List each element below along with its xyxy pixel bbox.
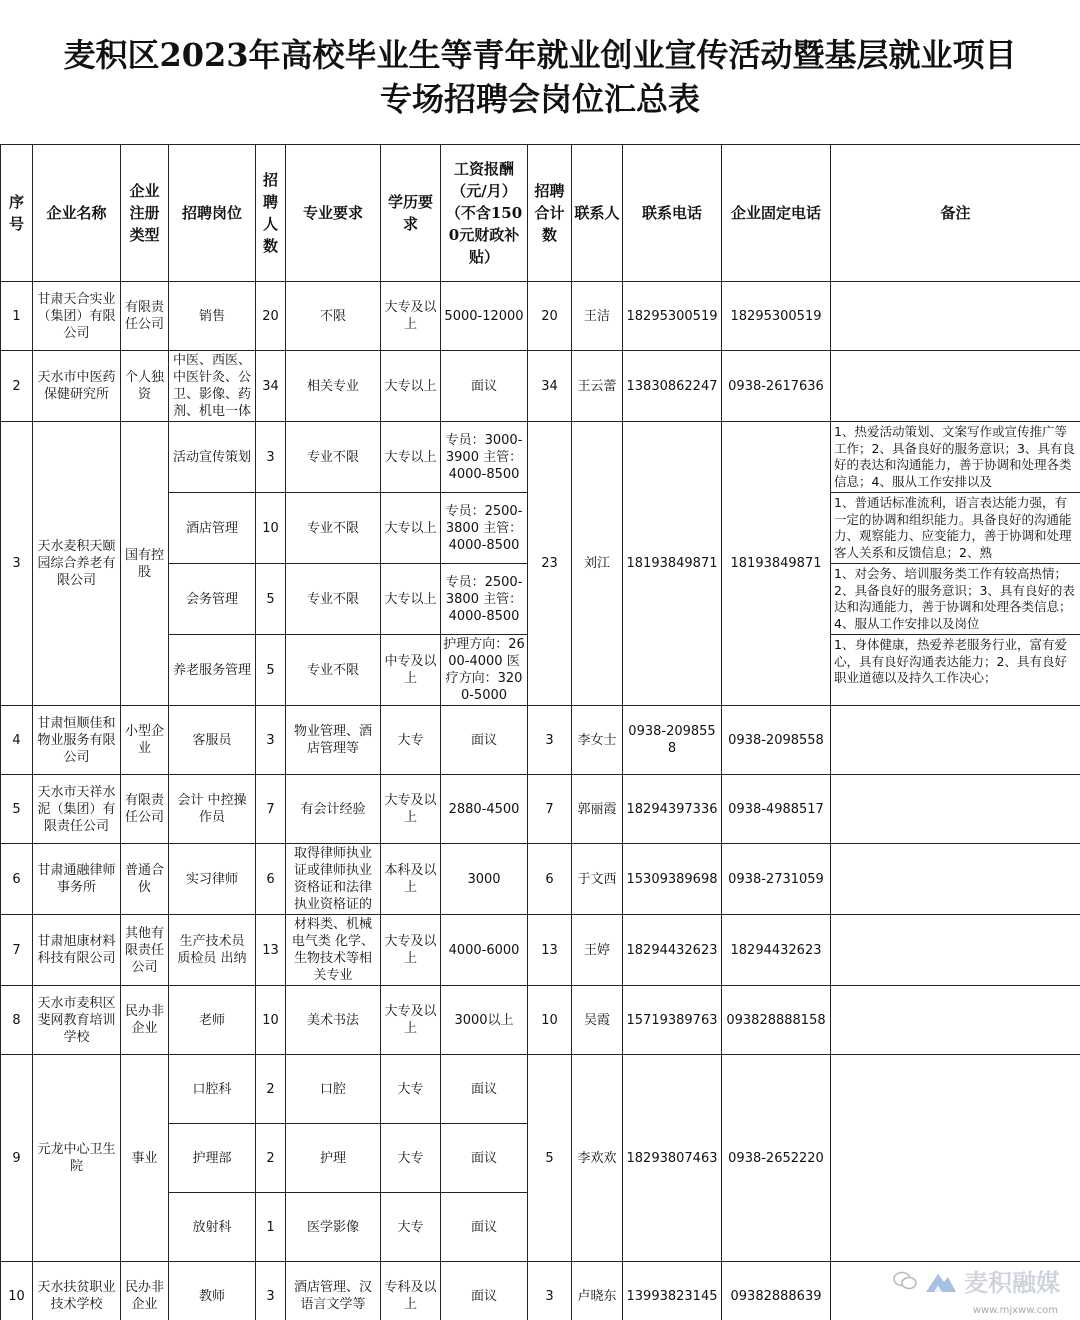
cell-education: 大专及以上 xyxy=(381,775,441,844)
cell-total: 7 xyxy=(528,775,572,844)
table-row xyxy=(1,422,1080,493)
cell-reg-type: 民办非企业 xyxy=(121,986,169,1055)
cell-position: 会务管理 xyxy=(169,564,256,635)
cell-major: 物业管理、酒店管理等 xyxy=(286,706,381,775)
cell-phone: 18294397336 xyxy=(623,775,722,844)
cell-position: 销售 xyxy=(169,282,256,351)
cell-count: 3 xyxy=(256,1262,286,1320)
cell-reg-type: 有限责任公司 xyxy=(121,775,169,844)
cell-company: 甘肃恒顺佳和物业服务有限公司 xyxy=(33,706,121,775)
header-remark: 备注 xyxy=(831,145,1080,282)
cell-count: 2 xyxy=(256,1124,286,1193)
cell-reg-type: 有限责任公司 xyxy=(121,282,169,351)
recruitment-table xyxy=(0,144,1080,1320)
cell-fixed-phone: 09382888639 xyxy=(722,1262,831,1320)
cell-education: 大专及以上 xyxy=(381,915,441,986)
cell-position: 客服员 xyxy=(169,706,256,775)
cell-education: 中专及以上 xyxy=(381,635,441,706)
cell-education: 专科及以上 xyxy=(381,1262,441,1320)
title-line-2: 专场招聘会岗位汇总表 xyxy=(379,80,700,118)
cell-contact: 王洁 xyxy=(572,282,623,351)
cell-phone: 15719389763 xyxy=(623,986,722,1055)
cell-phone: 13993823145 xyxy=(623,1262,722,1320)
cell-company: 天水市天祥水泥（集团）有限责任公司 xyxy=(33,775,121,844)
cell-fixed-phone: 093828888158 xyxy=(722,986,831,1055)
header-seq: 序号 xyxy=(1,145,33,282)
cell-major: 医学影像 xyxy=(286,1193,381,1262)
cell-total: 6 xyxy=(528,844,572,915)
cell-salary: 面议 xyxy=(441,706,528,775)
cell-count: 5 xyxy=(256,635,286,706)
cell-position: 养老服务管理 xyxy=(169,635,256,706)
header-salary: 工资报酬（元/月）（不含1500元财政补贴） xyxy=(441,145,528,282)
cell-remark: 1、普通话标准流利，语言表达能力强，有一定的协调和组织能力。具备良好的沟通能力、观察能力、应变能力，善于协调和处理客人关系和反馈信息；2、熟 xyxy=(831,493,1080,564)
cell-salary: 面议 xyxy=(441,1193,528,1262)
cell-salary: 专员：3000-3900 主管：4000-8500 xyxy=(441,422,528,493)
cell-seq: 2 xyxy=(1,351,33,422)
header-row xyxy=(1,145,1080,282)
header-fixed-phone: 企业固定电话 xyxy=(722,145,831,282)
cell-fixed-phone: 0938-2731059 xyxy=(722,844,831,915)
cell-phone: 18294432623 xyxy=(623,915,722,986)
cell-total: 13 xyxy=(528,915,572,986)
cell-major: 有会计经验 xyxy=(286,775,381,844)
cell-education: 大专及以上 xyxy=(381,986,441,1055)
cell-salary: 专员：2500-3800 主管：4000-8500 xyxy=(441,493,528,564)
cell-phone: 0938-2098558 xyxy=(623,706,722,775)
cell-education: 本科及以上 xyxy=(381,844,441,915)
watermark-brand: 麦积融媒 xyxy=(964,1269,1060,1297)
cell-remark xyxy=(831,775,1080,844)
watermark xyxy=(892,1263,1060,1298)
cell-major: 专业不限 xyxy=(286,493,381,564)
cell-contact: 刘江 xyxy=(572,422,623,706)
table-row xyxy=(1,282,1080,351)
cell-company: 甘肃天合实业（集团）有限公司 xyxy=(33,282,121,351)
table-row xyxy=(1,844,1080,915)
cell-reg-type: 小型企业 xyxy=(121,706,169,775)
cell-major: 专业不限 xyxy=(286,635,381,706)
cell-company: 天水市中医药保健研究所 xyxy=(33,351,121,422)
cell-phone: 13830862247 xyxy=(623,351,722,422)
cell-seq: 10 xyxy=(1,1262,33,1320)
cell-seq: 9 xyxy=(1,1055,33,1262)
cell-count: 10 xyxy=(256,493,286,564)
cell-salary: 3000 xyxy=(441,844,528,915)
cell-education: 大专 xyxy=(381,706,441,775)
cell-phone: 18193849871 xyxy=(623,422,722,706)
cell-education: 大专 xyxy=(381,1193,441,1262)
cell-seq: 5 xyxy=(1,775,33,844)
wechat-icon xyxy=(892,1268,918,1294)
cell-education: 大专 xyxy=(381,1055,441,1124)
cell-remark xyxy=(831,351,1080,422)
cell-salary: 面议 xyxy=(441,1262,528,1320)
cell-seq: 7 xyxy=(1,915,33,986)
table-row xyxy=(1,915,1080,986)
cell-position: 教师 xyxy=(169,1262,256,1320)
watermark-url: www.mjxww.com xyxy=(972,1305,1058,1316)
cell-seq: 1 xyxy=(1,282,33,351)
header-phone: 联系电话 xyxy=(623,145,722,282)
cell-remark xyxy=(831,1055,1080,1262)
cell-count: 34 xyxy=(256,351,286,422)
cell-salary: 2880-4500 xyxy=(441,775,528,844)
cell-total: 5 xyxy=(528,1055,572,1262)
cell-major: 酒店管理、汉语言文学等 xyxy=(286,1262,381,1320)
cell-major: 不限 xyxy=(286,282,381,351)
cell-major: 取得律师执业证或律师执业资格证和法律执业资格证的 xyxy=(286,844,381,915)
cell-reg-type: 其他有限责任公司 xyxy=(121,915,169,986)
cell-remark xyxy=(831,986,1080,1055)
cell-seq: 6 xyxy=(1,844,33,915)
title-line-1: 麦积区2023年高校毕业生等青年就业创业宣传活动暨基层就业项目 xyxy=(63,36,1017,74)
cell-contact: 李女士 xyxy=(572,706,623,775)
cell-major: 专业不限 xyxy=(286,422,381,493)
cell-company: 甘肃通融律师事务所 xyxy=(33,844,121,915)
cell-count: 2 xyxy=(256,1055,286,1124)
cell-contact: 卢晓东 xyxy=(572,1262,623,1320)
cell-position: 放射科 xyxy=(169,1193,256,1262)
cell-remark: 1、身体健康，热爱养老服务行业，富有爱心，具有良好沟通表达能力；2、具有良好职业道德以及持久工作决心； xyxy=(831,635,1080,706)
cell-total: 3 xyxy=(528,706,572,775)
cell-fixed-phone: 0938-4988517 xyxy=(722,775,831,844)
cell-position: 老师 xyxy=(169,986,256,1055)
cell-education: 大专 xyxy=(381,1124,441,1193)
cell-salary: 5000-12000 xyxy=(441,282,528,351)
cell-position: 生产技术员 质检员 出纳 xyxy=(169,915,256,986)
cell-total: 10 xyxy=(528,986,572,1055)
cell-reg-type: 国有控股 xyxy=(121,422,169,706)
cell-salary: 面议 xyxy=(441,351,528,422)
cell-fixed-phone: 18193849871 xyxy=(722,422,831,706)
table-row xyxy=(1,1055,1080,1124)
cell-company: 天水麦积天颐园综合养老有限公司 xyxy=(33,422,121,706)
cell-fixed-phone: 0938-2098558 xyxy=(722,706,831,775)
cell-education: 大专以上 xyxy=(381,493,441,564)
cell-remark xyxy=(831,844,1080,915)
cell-seq: 3 xyxy=(1,422,33,706)
cell-remark: 1、对会务、培训服务类工作有较高热情；2、具备良好的服务意识；3、具有良好的表达和沟通能力，善于协调和处理各类信息；4、服从工作安排以及岗位 xyxy=(831,564,1080,635)
cell-remark xyxy=(831,706,1080,775)
cell-salary: 4000-6000 xyxy=(441,915,528,986)
cell-salary: 专员：2500-3800 主管：4000-8500 xyxy=(441,564,528,635)
cell-major: 专业不限 xyxy=(286,564,381,635)
cell-salary: 3000以上 xyxy=(441,986,528,1055)
page-title xyxy=(0,0,1080,144)
cell-seq: 4 xyxy=(1,706,33,775)
header-position: 招聘岗位 xyxy=(169,145,256,282)
table-row xyxy=(1,706,1080,775)
cell-contact: 王云蕾 xyxy=(572,351,623,422)
cell-contact: 于文西 xyxy=(572,844,623,915)
cell-phone: 18293807463 xyxy=(623,1055,722,1262)
cell-position: 活动宣传策划 xyxy=(169,422,256,493)
cell-company: 甘肃旭康材料科技有限公司 xyxy=(33,915,121,986)
cell-contact: 郭丽霞 xyxy=(572,775,623,844)
cell-major: 护理 xyxy=(286,1124,381,1193)
cell-contact: 吴霞 xyxy=(572,986,623,1055)
cell-total: 20 xyxy=(528,282,572,351)
cell-count: 3 xyxy=(256,422,286,493)
cell-count: 10 xyxy=(256,986,286,1055)
cell-phone: 15309389698 xyxy=(623,844,722,915)
cell-remark xyxy=(831,915,1080,986)
cell-salary: 面议 xyxy=(441,1055,528,1124)
cell-education: 大专以上 xyxy=(381,564,441,635)
header-count: 招聘人数 xyxy=(256,145,286,282)
header-education: 学历要求 xyxy=(381,145,441,282)
cell-contact: 李欢欢 xyxy=(572,1055,623,1262)
cell-company: 天水扶贫职业技术学校 xyxy=(33,1262,121,1320)
cell-major: 材料类、机械电气类 化学、生物技术等相关专业 xyxy=(286,915,381,986)
header-reg-type: 企业注册类型 xyxy=(121,145,169,282)
cell-company: 元龙中心卫生院 xyxy=(33,1055,121,1262)
cell-education: 大专以上 xyxy=(381,422,441,493)
cell-reg-type: 事业 xyxy=(121,1055,169,1262)
cell-major: 美术书法 xyxy=(286,986,381,1055)
table-row xyxy=(1,986,1080,1055)
cell-remark xyxy=(831,282,1080,351)
cell-position: 中医、西医、中医针灸、公卫、影像、药剂、机电一体 xyxy=(169,351,256,422)
cell-position: 酒店管理 xyxy=(169,493,256,564)
cell-company: 天水市麦积区斐网教育培训学校 xyxy=(33,986,121,1055)
cell-reg-type: 民办非企业 xyxy=(121,1262,169,1320)
cell-contact: 王婷 xyxy=(572,915,623,986)
cell-seq: 8 xyxy=(1,986,33,1055)
cell-total: 23 xyxy=(528,422,572,706)
cell-total: 3 xyxy=(528,1262,572,1320)
cell-phone: 18295300519 xyxy=(623,282,722,351)
cell-education: 大专及以上 xyxy=(381,282,441,351)
cell-count: 3 xyxy=(256,706,286,775)
cell-position: 实习律师 xyxy=(169,844,256,915)
header-major: 专业要求 xyxy=(286,145,381,282)
header-total: 招聘合计数 xyxy=(528,145,572,282)
cell-salary: 面议 xyxy=(441,1124,528,1193)
cell-fixed-phone: 18295300519 xyxy=(722,282,831,351)
cell-position: 会计 中控操作员 xyxy=(169,775,256,844)
cell-reg-type: 个人独资 xyxy=(121,351,169,422)
table-row xyxy=(1,351,1080,422)
cell-count: 13 xyxy=(256,915,286,986)
header-contact: 联系人 xyxy=(572,145,623,282)
cell-total: 34 xyxy=(528,351,572,422)
cell-count: 6 xyxy=(256,844,286,915)
cell-major: 口腔 xyxy=(286,1055,381,1124)
mountain-logo-icon xyxy=(924,1268,958,1294)
cell-salary: 护理方向：2600-4000 医疗方向：3200-5000 xyxy=(441,635,528,706)
cell-count: 5 xyxy=(256,564,286,635)
table-row xyxy=(1,775,1080,844)
cell-fixed-phone: 0938-2617636 xyxy=(722,351,831,422)
cell-remark: 1、热爱活动策划、文案写作或宣传推广等工作；2、具备良好的服务意识；3、具有良好的表达和沟通能力，善于协调和处理各类信息；4、服从工作安排以及 xyxy=(831,422,1080,493)
cell-fixed-phone: 0938-2652220 xyxy=(722,1055,831,1262)
cell-count: 7 xyxy=(256,775,286,844)
cell-reg-type: 普通合伙 xyxy=(121,844,169,915)
header-company: 企业名称 xyxy=(33,145,121,282)
cell-major: 相关专业 xyxy=(286,351,381,422)
cell-position: 口腔科 xyxy=(169,1055,256,1124)
cell-education: 大专以上 xyxy=(381,351,441,422)
cell-position: 护理部 xyxy=(169,1124,256,1193)
cell-count: 1 xyxy=(256,1193,286,1262)
cell-fixed-phone: 18294432623 xyxy=(722,915,831,986)
cell-count: 20 xyxy=(256,282,286,351)
